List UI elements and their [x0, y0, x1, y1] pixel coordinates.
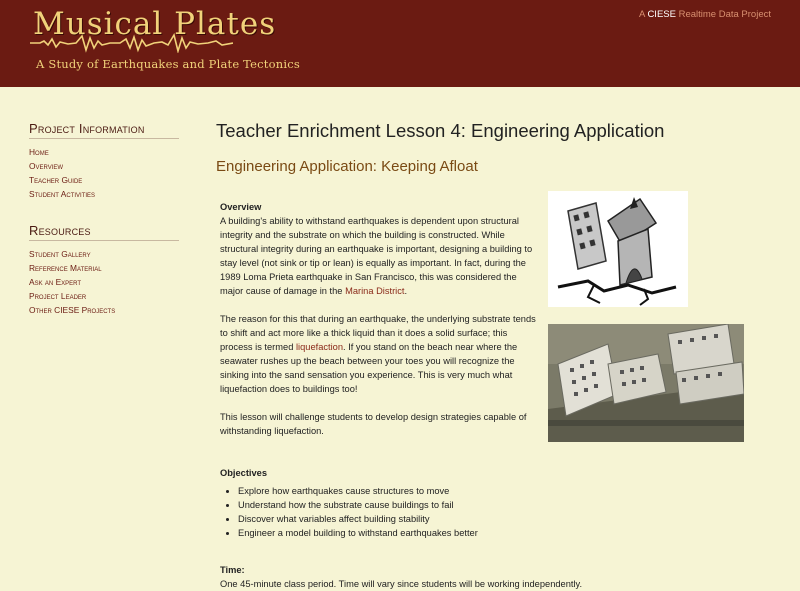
- sidebar: [29, 121, 179, 317]
- objective-item: • Understand how the substrate cause buildings to fail: [238, 498, 620, 512]
- tilted-apartments-photo: [548, 324, 744, 442]
- earthquake-buildings-icon: [548, 191, 688, 307]
- sidebar-item-reference-material[interactable]: Reference Material: [29, 263, 102, 273]
- sidebar-item-teacher-guide[interactable]: Teacher Guide: [29, 175, 83, 185]
- project-prefix: A: [638, 9, 645, 20]
- time-section: [220, 563, 640, 591]
- time-text: One 45-minute class period. Time will vary since students will be working independently.: [220, 579, 583, 589]
- page-subtitle: Engineering Application: Keeping Afloat: [216, 158, 478, 175]
- sidebar-item-ask-an-expert[interactable]: Ask an Expert: [29, 277, 82, 287]
- sidebar-item-student-activities[interactable]: Student Activities: [29, 189, 96, 199]
- site-header: [0, 0, 800, 87]
- objectives-heading: Objectives: [220, 468, 268, 478]
- time-heading: Time:: [220, 565, 245, 575]
- page-title: Teacher Enrichment Lesson 4: Engineering Application: [216, 120, 665, 141]
- liquefaction-aerial-photo: [548, 324, 744, 442]
- collapsed-buildings-illustration: [548, 191, 688, 307]
- objective-item: • Discover what variables affect building stability: [238, 512, 620, 526]
- logo-subtitle: A Study of Earthquakes and Plate Tectonics: [36, 57, 300, 71]
- objective-item: • Engineer a model building to withstand earthquakes better: [238, 526, 620, 540]
- overview-end: .: [404, 286, 408, 296]
- para2-text-a: The reason for this that during an earthquake, the underlying substrate tends to shift and act more like a thick liquid than it does a solid surface; this process is termed: [220, 314, 536, 352]
- sidebar-list-resources: [29, 247, 179, 317]
- realtime-project-link[interactable]: Realtime Data Project: [678, 9, 771, 20]
- sidebar-heading-resources: Resources: [29, 223, 179, 241]
- objectives-list: [220, 484, 620, 540]
- overview-paragraph: [220, 214, 542, 298]
- seismograph-wave-icon: [30, 33, 233, 53]
- liquefaction-link[interactable]: liquefaction: [295, 342, 344, 352]
- logo-title[interactable]: Musical Plates: [33, 6, 277, 42]
- main-content: [216, 120, 776, 175]
- project-credit: [639, 9, 771, 20]
- overview-section: [220, 200, 542, 298]
- sidebar-list-project: [29, 145, 179, 201]
- sidebar-item-overview[interactable]: Overview: [29, 161, 64, 171]
- ciese-link[interactable]: CIESE: [647, 9, 676, 20]
- para2-text-b: . If you stand on the beach near where the seawater rushes up the beach between your toes you will recognize the sinking into the sand sensation you experience. This is very much what liquefaction does to buildings too!: [220, 342, 518, 394]
- sidebar-item-project-leader[interactable]: Project Leader: [29, 291, 87, 301]
- liquefaction-paragraph: [220, 312, 542, 396]
- overview-text: A building's ability to withstand earthquakes is dependent upon structural integrity and the substrate on which the building is constructed. While structural integrity during an earthquake is important, designing a building to stay level (not sink or tip or lean) is equally as important. In fact, during the 1989 Loma Prieta earthquake in San Francisco, this was considered the major cause of damage in the: [220, 216, 533, 296]
- marina-district-link[interactable]: Marina District: [345, 286, 405, 296]
- para3-text: This lesson will challenge students to develop design strategies capable of withstanding liquefaction.: [220, 412, 527, 436]
- lesson-paragraph: [220, 410, 542, 438]
- sidebar-item-student-gallery[interactable]: Student Gallery: [29, 249, 91, 259]
- overview-heading: Overview: [220, 202, 262, 212]
- objective-item: • Explore how earthquakes cause structures to move: [238, 484, 620, 498]
- sidebar-heading-project-information: Project Information: [29, 121, 179, 139]
- sidebar-item-other-ciese-projects[interactable]: Other CIESE Projects: [29, 305, 116, 315]
- objectives-section: [220, 466, 620, 540]
- sidebar-item-home[interactable]: Home: [29, 147, 49, 157]
